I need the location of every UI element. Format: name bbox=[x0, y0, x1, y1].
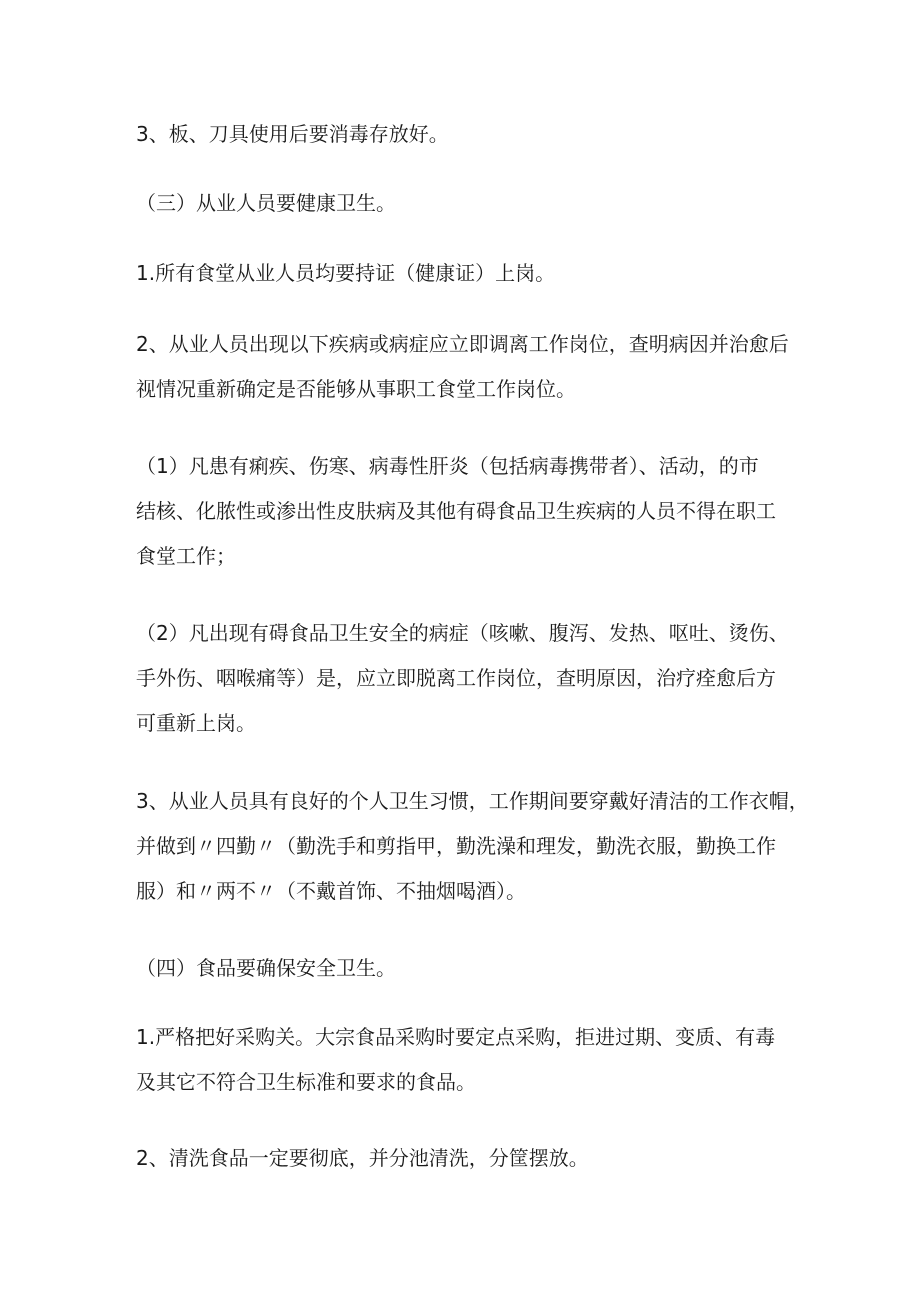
paragraph-board-knife-disinfect bbox=[136, 112, 796, 157]
paragraph-procurement bbox=[136, 1015, 796, 1105]
text-line: 2、从业人员出现以下疾病或病症应立即调离工作岗位，查明病因并治愈后 bbox=[136, 332, 789, 356]
text-line: （1）凡患有痢疾、伤寒、病毒性肝炎（包括病毒携带者）、活动，的市 bbox=[136, 454, 759, 478]
paragraph-disease-list bbox=[136, 444, 796, 579]
text-line: 手外伤、咽喉痛等）是，应立即脱离工作岗位，查明原因，治疗痊愈后方 bbox=[136, 666, 776, 690]
text-line: 食堂工作； bbox=[136, 544, 236, 568]
paragraph-illness-reassignment bbox=[136, 322, 796, 412]
text-line: 3、从业人员具有良好的个人卫生习惯，工作期间要穿戴好清洁的工作衣帽， bbox=[136, 789, 809, 813]
text-line: 3、板、刀具使用后要消毒存放好。 bbox=[136, 122, 449, 146]
paragraph-personal-hygiene bbox=[136, 779, 809, 914]
section-heading-staff-health bbox=[136, 181, 796, 226]
paragraph-washing-food bbox=[136, 1136, 796, 1181]
text-line: 及其它不符合卫生标准和要求的食品。 bbox=[136, 1070, 476, 1094]
section-heading-food-safety bbox=[136, 946, 796, 991]
text-line: （三）从业人员要健康卫生。 bbox=[136, 191, 396, 215]
text-line: （2）凡出现有碍食品卫生安全的病症（咳嗽、腹泻、发热、呕吐、烫伤、 bbox=[136, 621, 789, 645]
text-line: （四）食品要确保安全卫生。 bbox=[136, 956, 396, 980]
text-line: 结核、化脓性或渗出性皮肤病及其他有碍食品卫生疾病的人员不得在职工 bbox=[136, 499, 776, 523]
paragraph-symptom-list bbox=[136, 611, 796, 746]
paragraph-health-certificate bbox=[136, 251, 796, 296]
text-line: 可重新上岗。 bbox=[136, 711, 256, 735]
text-line: 1.所有食堂从业人员均要持证（健康证）上岗。 bbox=[136, 261, 556, 285]
text-line: 服）和〃两不〃（不戴首饰、不抽烟喝酒）。 bbox=[136, 879, 526, 903]
text-line: 2、清洗食品一定要彻底，并分池清洗，分筐摆放。 bbox=[136, 1146, 589, 1170]
text-line: 视情况重新确定是否能够从事职工食堂工作岗位。 bbox=[136, 377, 576, 401]
text-line: 并做到〃四勤〃（勤洗手和剪指甲，勤洗澡和理发，勤洗衣服，勤换工作 bbox=[136, 834, 776, 858]
text-line: 1.严格把好采购关。大宗食品采购时要定点采购，拒进过期、变质、有毒 bbox=[136, 1025, 776, 1049]
